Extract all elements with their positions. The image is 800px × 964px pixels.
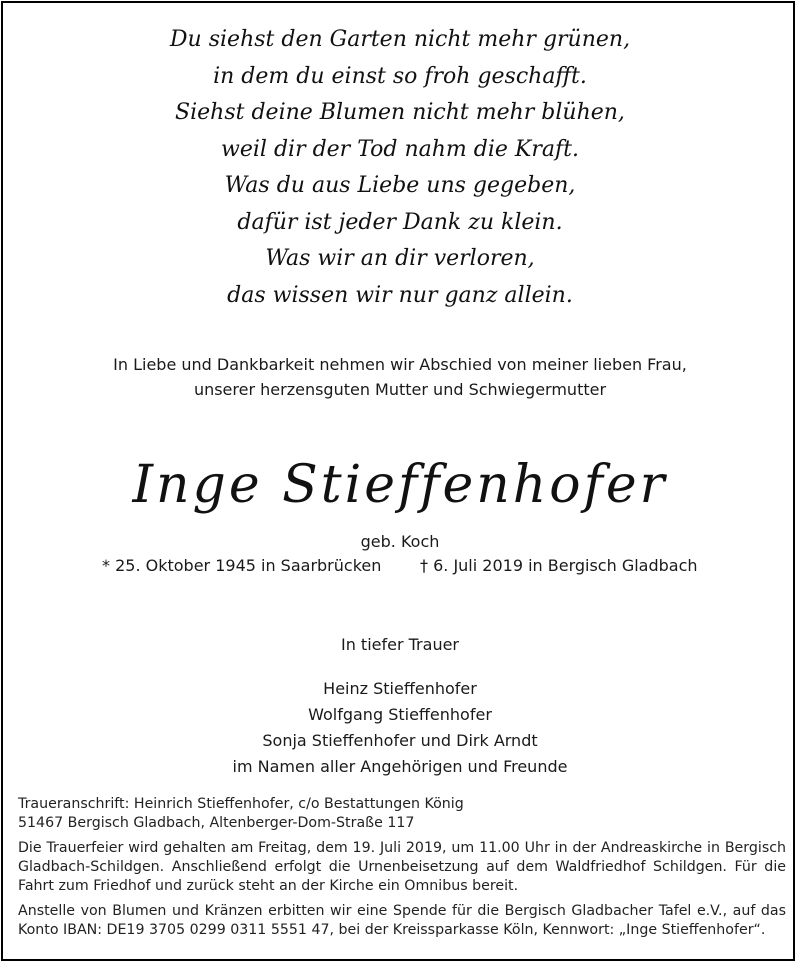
- intro-line: unserer herzensguten Mutter und Schwiegermutter: [193, 380, 607, 399]
- poem-line: Siehst deine Blumen nicht mehr blühen,: [175, 100, 625, 125]
- mourner-name: Sonja Stieffenhofer und Dirk Arndt: [262, 731, 538, 750]
- address-line: Traueranschrift: Heinrich Stieffenhofer, c/o Bestattungen König: [18, 796, 464, 812]
- death-date: † 6. Juli 2019 in Bergisch Gladbach: [420, 556, 698, 575]
- mourner-name: im Namen aller Angehörigen und Freunde: [232, 757, 568, 776]
- poem-line: in dem du einst so froh geschafft.: [213, 63, 587, 89]
- mourning-heading: In tiefer Trauer: [340, 635, 459, 654]
- poem-line: dafür ist jeder Dank zu klein.: [237, 209, 563, 235]
- poem: [0, 22, 800, 314]
- donation-info: Anstelle von Blumen und Kränzen erbitten wir eine Spende für die Bergisch Gladbacher Tafel e.V., auf das Konto IBAN: DE19 3705 0299 0311 5551 47, bei der Kreissparkasse Köln, Kennwort: „Inge Stieffenhofer“.: [18, 903, 786, 938]
- poem-line: weil dir der Tod nahm die Kraft.: [221, 136, 579, 162]
- born-name: geb. Koch: [360, 532, 440, 551]
- poem-line: das wissen wir nur ganz allein.: [227, 282, 573, 308]
- poem-line: Was du aus Liebe uns gegeben,: [224, 173, 576, 198]
- intro-text: [0, 352, 800, 402]
- address-line: 51467 Bergisch Gladbach, Altenberger-Dom-Straße 117: [18, 815, 415, 831]
- poem-line: Du siehst den Garten nicht mehr grünen,: [169, 27, 631, 52]
- intro-line: In Liebe und Dankbarkeit nehmen wir Abschied von meiner lieben Frau,: [113, 355, 687, 374]
- mourning-address: [18, 795, 786, 833]
- mourners: [0, 632, 800, 780]
- deceased-name: Inge Stieffenhofer: [132, 455, 668, 515]
- poem-line: Was wir an dir verloren,: [265, 246, 535, 271]
- mourner-name: Wolfgang Stieffenhofer: [308, 705, 492, 724]
- ceremony-info: Die Trauerfeier wird gehalten am Freitag, dem 19. Juli 2019, um 11.00 Uhr in der Andreaskirche in Bergisch Gladbach-Schildgen. Anschließend erfolgt die Urnenbeisetzung auf dem Waldfriedhof Schildgen. Für die Fahrt zum Friedhof und zurück steht an der Kirche ein Omnibus bereit.: [18, 840, 786, 894]
- footer-info: [18, 795, 786, 946]
- mourner-name: Heinz Stieffenhofer: [323, 679, 477, 698]
- birth-date: * 25. Oktober 1945 in Saarbrücken: [102, 556, 382, 575]
